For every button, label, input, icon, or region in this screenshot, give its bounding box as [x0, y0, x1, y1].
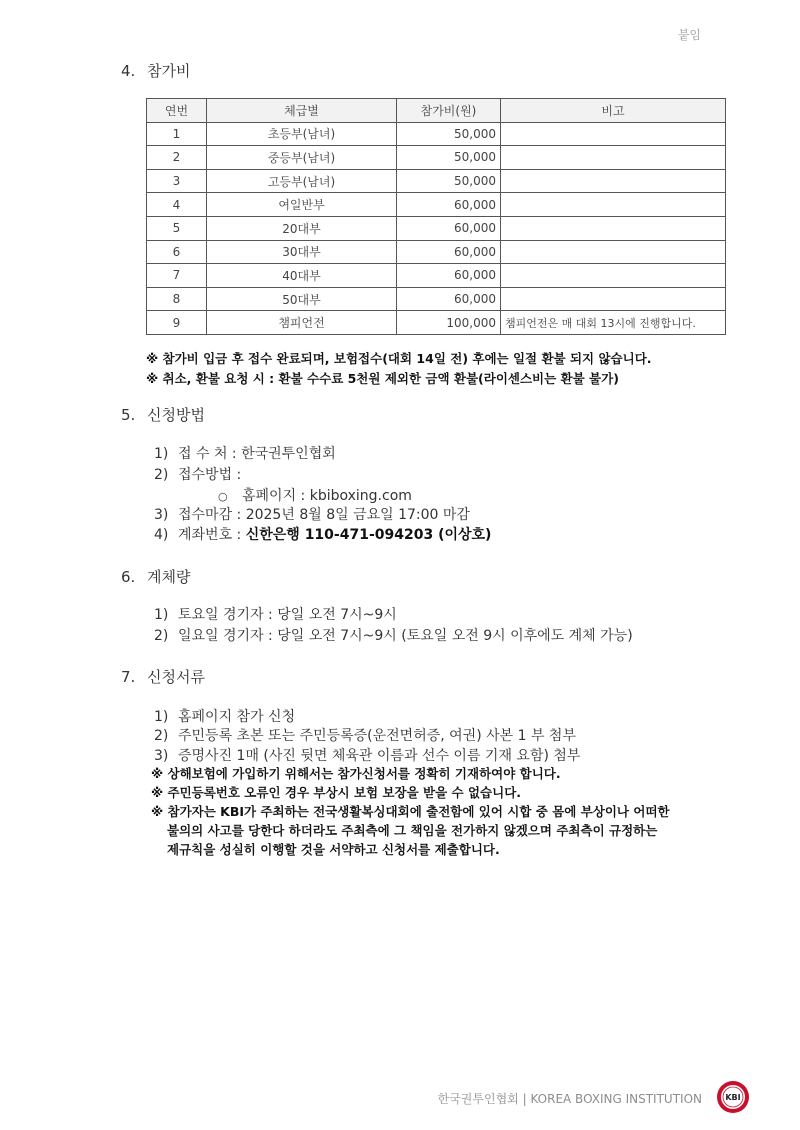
table-row: 3 고등부(남녀) 50,000: [147, 169, 726, 193]
docs-note-pledge-3: 제규칙을 성실히 이행할 것을 서약하고 신청서를 제출합니다.: [167, 842, 500, 857]
docs-item-1: 1) 홈페이지 참가 신청: [154, 709, 296, 725]
table-header-row: [147, 99, 726, 123]
docs-note-insurance: ※ 상해보험에 가입하기 위해서는 참가신청서를 정확히 기재하여야 합니다.: [151, 766, 561, 781]
table-row: 4 여일반부 60,000: [147, 193, 726, 217]
weighin-item-2: 2) 일요일 경기자 : 당일 오전 7시~9시 (토요일 오전 9시 이후에도 계체 가능): [154, 628, 633, 644]
table-row: 2 중등부(남녀) 50,000: [147, 146, 726, 170]
table-row: 7 40대부 60,000: [147, 264, 726, 288]
apply-item-1: 1) 접 수 처 : 한국권투인협회: [154, 446, 336, 462]
docs-item-2: 2) 주민등록 초본 또는 주민등록증(운전면허증, 여권) 사본 1 부 첨부: [154, 728, 576, 744]
table-row: 9 챔피언전 100,000 챔피언전은 매 대회 13시에 진행합니다.: [147, 311, 726, 335]
section-6-title: 6. 계체량: [121, 568, 191, 586]
col-header-no: 연번: [147, 99, 207, 123]
fee-note-refund: ※ 참가비 입금 후 접수 완료되며, 보험접수(대회 14일 전) 후에는 일절 환불 되지 않습니다.: [146, 351, 652, 366]
apply-item-4: 4) 계좌번호 : 신한은행 110-471-094203 (이상호): [154, 527, 492, 543]
fee-note-cancel: ※ 취소, 환불 요청 시 : 환불 수수료 5천원 제외한 금액 환불(라이센스비는 환불 불가): [146, 371, 619, 386]
docs-note-id-error: ※ 주민등록번호 오류인 경우 부상시 보험 보장을 받을 수 없습니다.: [151, 785, 522, 800]
footer-text: 한국권투인협회 | KOREA BOXING INSTITUTION: [437, 1092, 702, 1106]
circle-bullet-icon: ○: [218, 490, 228, 503]
table-row: 1 초등부(남녀) 50,000: [147, 122, 726, 146]
col-header-remark: 비고: [501, 99, 726, 123]
table-row: 6 30대부 60,000: [147, 240, 726, 264]
fee-table: [146, 98, 726, 335]
bank-account: 신한은행 110-471-094203 (이상호): [245, 527, 492, 543]
logo-text: KBI: [725, 1093, 741, 1102]
table-row: 8 50대부 60,000: [147, 287, 726, 311]
kbi-logo-icon: [716, 1080, 750, 1114]
apply-item-3: 3) 접수마감 : 2025년 8월 8일 금요일 17:00 마감: [154, 507, 470, 523]
section-4-title: 4. 참가비: [121, 62, 191, 80]
docs-note-pledge-2: 불의의 사고를 당한다 하더라도 주최측에 그 책임을 전가하지 않겠으며 주최측이 규정하는: [167, 823, 658, 838]
section-7-title: 7. 신청서류: [121, 668, 205, 686]
apply-sub-homepage: ○ 홈페이지 : kbiboxing.com: [218, 488, 412, 504]
docs-item-3: 3) 증명사진 1매 (사진 뒷면 체육관 이름과 선수 이름 기재 요함) 첨부: [154, 748, 581, 764]
col-header-fee: 참가비(원): [397, 99, 501, 123]
apply-item-2: 2) 접수방법 :: [154, 467, 242, 483]
table-row: 5 20대부 60,000: [147, 216, 726, 240]
attachment-label: 붙임: [677, 28, 701, 42]
weighin-item-1: 1) 토요일 경기자 : 당일 오전 7시~9시: [154, 607, 397, 623]
docs-note-pledge-1: ※ 참가자는 KBI가 주최하는 전국생활복싱대회에 출전함에 있어 시합 중 몸에 부상이나 어떠한: [151, 804, 670, 819]
col-header-class: 체급별: [207, 99, 397, 123]
section-5-title: 5. 신청방법: [121, 406, 205, 424]
